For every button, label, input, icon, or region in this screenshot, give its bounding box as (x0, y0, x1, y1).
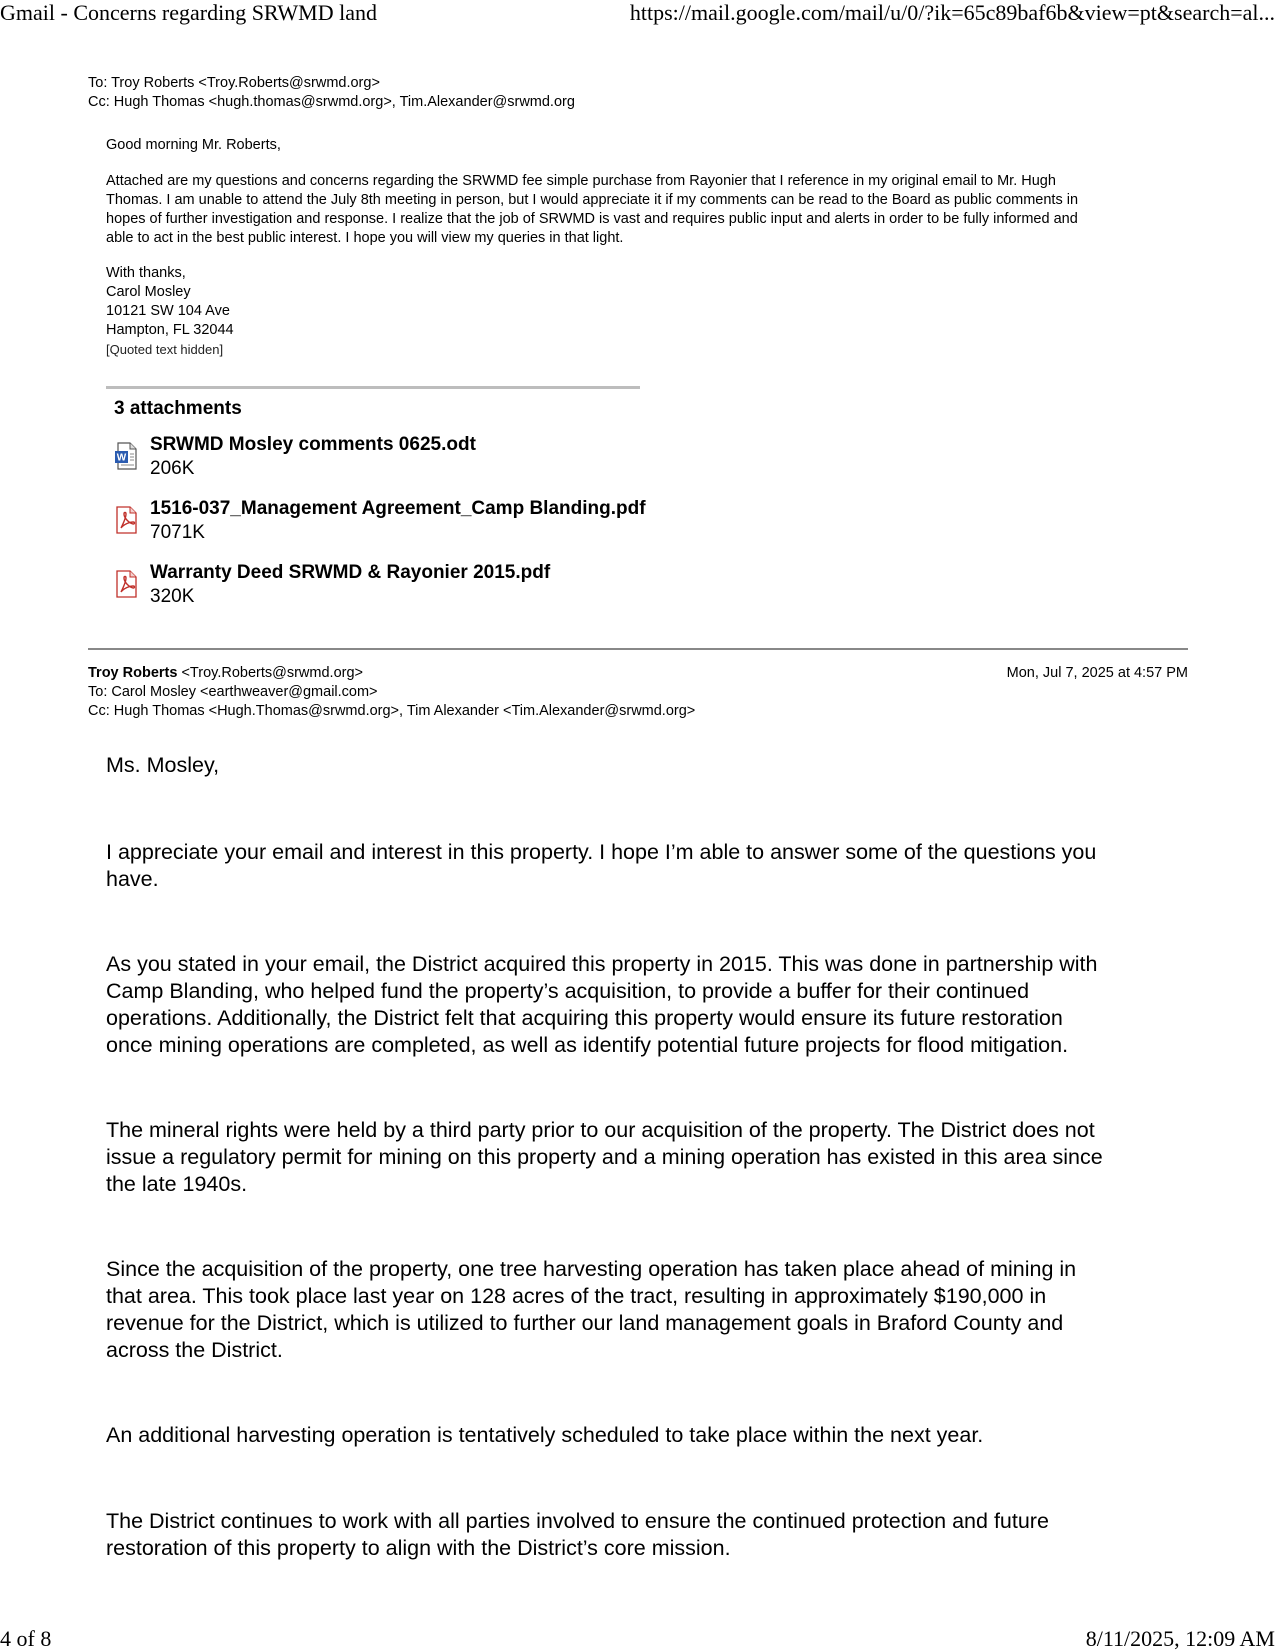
paragraph-line: Camp Blanding, who helped fund the property’s acquisition, to provide a buffer for their continued (106, 979, 1030, 1003)
print-title: Gmail - Concerns regarding SRWMD land (0, 0, 377, 25)
svg-text:W: W (116, 452, 127, 464)
attachment-name[interactable]: SRWMD Mosley comments 0625.odt (150, 434, 476, 455)
msg2-paragraph (106, 1422, 1176, 1449)
message-divider (88, 648, 1188, 650)
signature-line: With thanks, (106, 265, 186, 281)
msg2-header (88, 664, 1188, 721)
attachment-item[interactable] (114, 498, 814, 546)
msg1-greeting: Good morning Mr. Roberts, (106, 137, 281, 153)
paragraph-line: that area. This took place last year on 128 acres of the tract, resulting in approximately $190,000 in (106, 1284, 1047, 1308)
paragraph-line: An additional harvesting operation is tentatively scheduled to take place within the next year. (106, 1423, 984, 1447)
paragraph-line: The District continues to work with all parties involved to ensure the continued protection and future (106, 1509, 1049, 1533)
page-number: 4 of 8 (0, 1626, 52, 1651)
attachment-item[interactable] (114, 434, 814, 482)
paragraph-line: across the District. (106, 1338, 283, 1362)
attachment-size: 206K (150, 458, 195, 479)
paragraph-line: I appreciate your email and interest in this property. I hope I’m able to answer some of the questions you (106, 840, 1097, 864)
sender-name: Troy Roberts (88, 665, 178, 681)
msg1-to: To: Troy Roberts <Troy.Roberts@srwmd.org> (88, 75, 380, 91)
msg2-cc: Cc: Hugh Thomas <Hugh.Thomas@srwmd.org>, Tim Alexander <Tim.Alexander@srwmd.org> (88, 703, 696, 719)
msg1-body-line: hopes of further investigation and response. I realize that the job of SRWMD is vast and requires public input and alerts in order to be fully informed and (106, 211, 1078, 227)
paragraph-line: have. (106, 867, 159, 891)
attachments-title: 3 attachments (114, 398, 242, 419)
paragraph-line: once mining operations are completed, as well as identify potential future projects for flood mitigation. (106, 1033, 1069, 1057)
attachment-size: 320K (150, 586, 195, 607)
sender-email: <Troy.Roberts@srwmd.org> (181, 665, 363, 681)
signature-line: Hampton, FL 32044 (106, 322, 234, 338)
msg2-paragraph (106, 1508, 1176, 1562)
msg2-to: To: Carol Mosley <earthweaver@gmail.com> (88, 684, 378, 700)
paragraph-line: The mineral rights were held by a third party prior to our acquisition of the property. The District does not (106, 1118, 1095, 1142)
attachment-name[interactable]: 1516-037_Management Agreement_Camp Blanding.pdf (150, 498, 646, 519)
msg1-body-line: able to act in the best public interest. I hope you will view my queries in that light. (106, 230, 624, 246)
print-url[interactable]: https://mail.google.com/mail/u/0/?ik=65c89baf6b&view=pt&search=al... (629, 0, 1275, 25)
msg2-greeting: Ms. Mosley, (106, 753, 220, 777)
signature-line: 10121 SW 104 Ave (106, 303, 230, 319)
word-doc-icon (114, 442, 138, 470)
print-header (0, 0, 1275, 28)
pdf-icon (114, 506, 138, 534)
msg1-body-line: Attached are my questions and concerns regarding the SRWMD fee simple purchase from Rayonier that I reference in my original email to Mr. Hugh (106, 173, 1056, 189)
paragraph-line: issue a regulatory permit for mining on this property and a mining operation has existed in this area since (106, 1145, 1103, 1169)
pdf-icon (114, 570, 138, 598)
paragraph-line: revenue for the District, which is utilized to further our land management goals in Braford County and (106, 1311, 1064, 1335)
paragraph-line: the late 1940s. (106, 1172, 248, 1196)
msg1-body-line: Thomas. I am unable to attend the July 8th meeting in person, but I would appreciate it if my comments can be read to the Board as public comments in (106, 192, 1079, 208)
paragraph-line: As you stated in your email, the District acquired this property in 2015. This was done in partnership with (106, 952, 1098, 976)
msg2-paragraph (106, 1117, 1176, 1198)
attachment-item[interactable] (114, 562, 814, 610)
print-footer (0, 1626, 1275, 1650)
print-datetime: 8/11/2025, 12:09 AM (1085, 1626, 1275, 1651)
msg2-date: Mon, Jul 7, 2025 at 4:57 PM (1006, 665, 1188, 681)
msg2-paragraph (106, 951, 1176, 1059)
signature-line: Carol Mosley (106, 284, 191, 300)
msg1-body (106, 172, 1166, 248)
msg1-cc: Cc: Hugh Thomas <hugh.thomas@srwmd.org>, Tim.Alexander@srwmd.org (88, 94, 575, 110)
msg1-signature (106, 264, 1166, 359)
attachments-divider (106, 386, 640, 389)
quoted-text-toggle[interactable]: [Quoted text hidden] (106, 342, 224, 357)
attachment-size: 7071K (150, 522, 205, 543)
msg2-paragraph (106, 1256, 1176, 1364)
msg2-paragraph (106, 839, 1176, 893)
attachment-name[interactable]: Warranty Deed SRWMD & Rayonier 2015.pdf (150, 562, 551, 583)
paragraph-line: operations. Additionally, the District felt that acquiring this property would ensure its future restoration (106, 1006, 1063, 1030)
paragraph-line: restoration of this property to align with the District’s core mission. (106, 1536, 731, 1560)
paragraph-line: Since the acquisition of the property, one tree harvesting operation has taken place ahead of mining in (106, 1257, 1077, 1281)
